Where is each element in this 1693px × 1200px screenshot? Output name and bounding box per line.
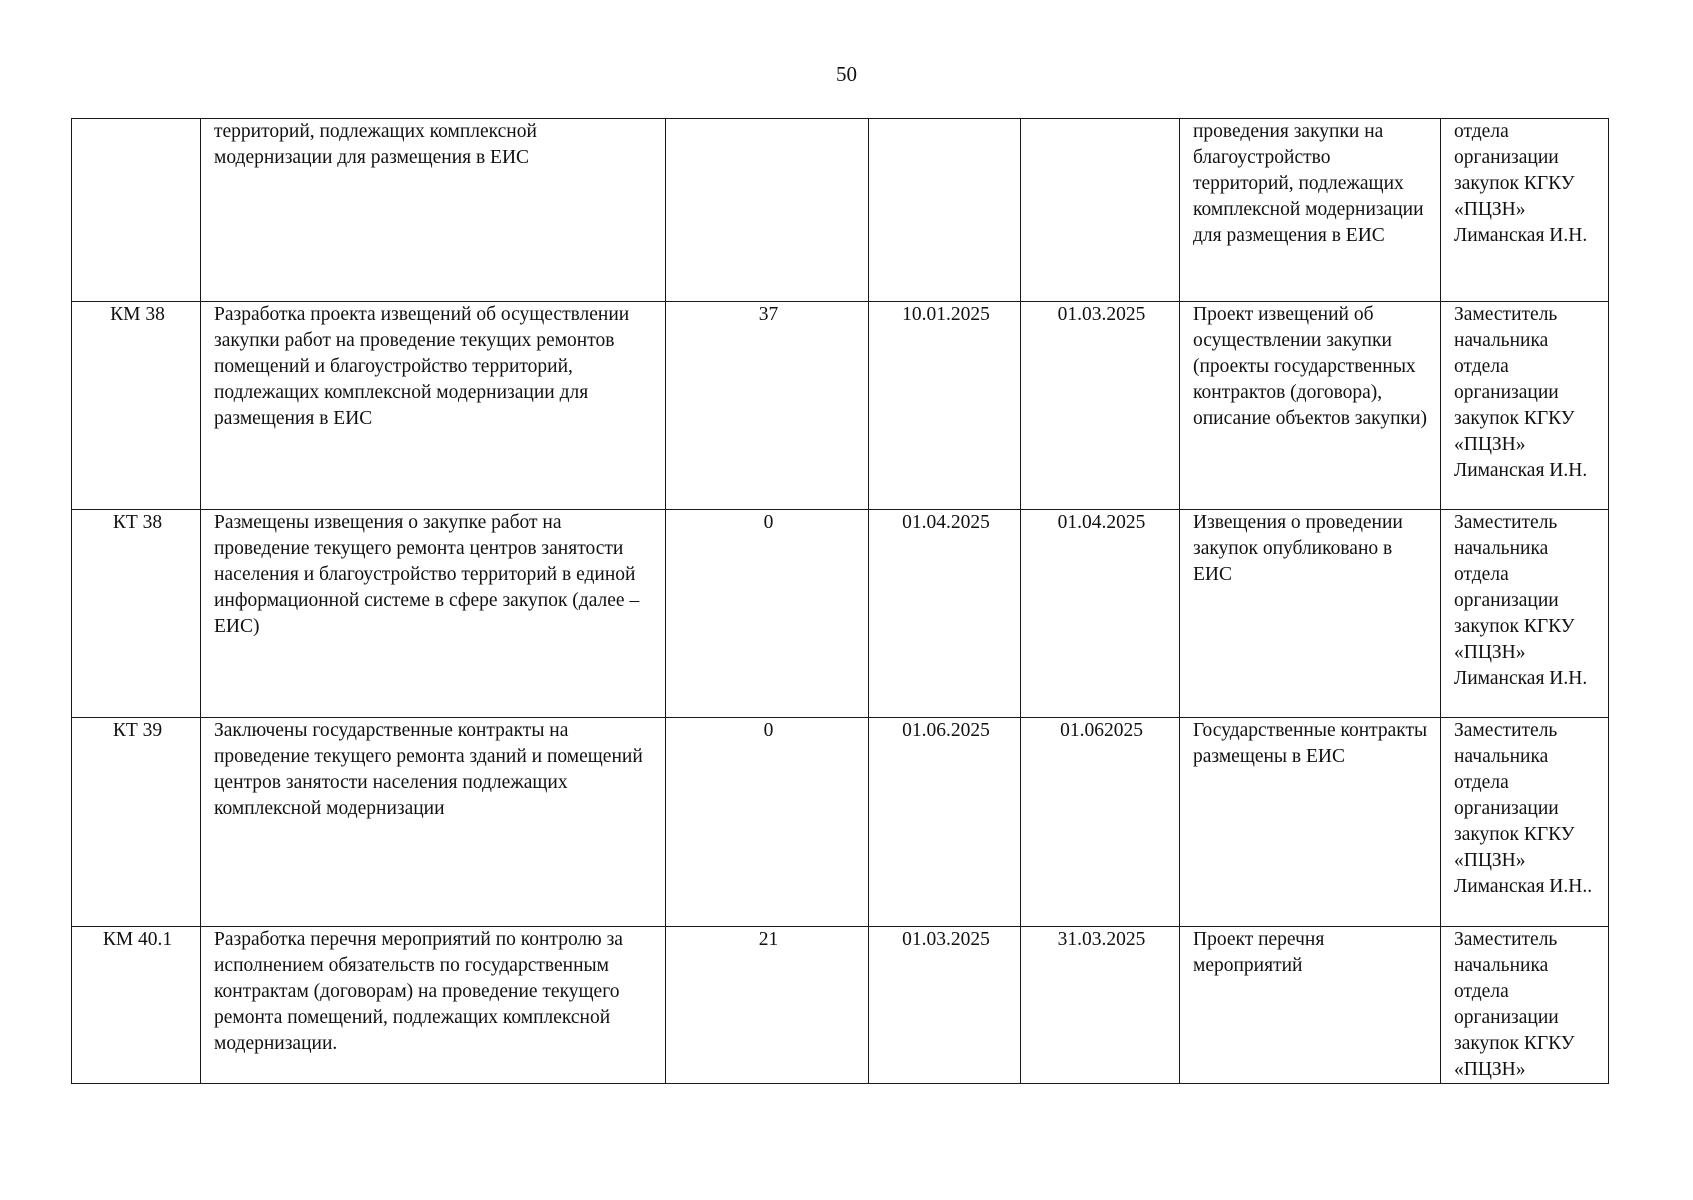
table-row: [72, 302, 1609, 510]
row-result: Проект извещений об осуществлении закупки (проекты государственных контрактов (договора), описание объектов закупки): [1180, 302, 1441, 510]
row-responsible: Заместитель начальника отдела организации закупок КГКУ «ПЦЗН» Лиманская И.Н..: [1441, 718, 1609, 927]
table-row: [72, 927, 1609, 1084]
row-start-date: [869, 119, 1021, 302]
row-responsible: отдела организации закупок КГКУ «ПЦЗН» Лиманская И.Н.: [1441, 119, 1609, 302]
row-result: Проект перечня мероприятий: [1180, 927, 1441, 1084]
row-result: Извещения о проведении закупок опубликовано в ЕИС: [1180, 510, 1441, 718]
row-end-date: [1021, 119, 1180, 302]
row-code: [72, 119, 201, 302]
row-code: КМ 38: [72, 302, 201, 510]
row-responsible: Заместитель начальника отдела организации закупок КГКУ «ПЦЗН»: [1441, 927, 1609, 1084]
row-duration: [666, 119, 869, 302]
row-result: проведения закупки на благоустройство территорий, подлежащих комплексной модернизации для размещения в ЕИС: [1180, 119, 1441, 302]
row-end-date: 31.03.2025: [1021, 927, 1180, 1084]
schedule-table: [71, 118, 1609, 1084]
row-start-date: 01.03.2025: [869, 927, 1021, 1084]
row-code: КТ 39: [72, 718, 201, 927]
table-row: [72, 718, 1609, 927]
row-start-date: 01.06.2025: [869, 718, 1021, 927]
row-duration: 37: [666, 302, 869, 510]
row-duration: 21: [666, 927, 869, 1084]
row-responsible: Заместитель начальника отдела организации закупок КГКУ «ПЦЗН» Лиманская И.Н.: [1441, 302, 1609, 510]
row-description: Разработка перечня мероприятий по контролю за исполнением обязательств по государственным контрактам (договорам) на проведение текущего ремонта помещений, подлежащих комплексной модернизации.: [201, 927, 666, 1084]
row-result: Государственные контракты размещены в ЕИС: [1180, 718, 1441, 927]
row-description: территорий, подлежащих комплексной модернизации для размещения в ЕИС: [201, 119, 666, 302]
table-row: [72, 510, 1609, 718]
table-row: [72, 119, 1609, 302]
row-duration: 0: [666, 718, 869, 927]
row-duration: 0: [666, 510, 869, 718]
row-start-date: 10.01.2025: [869, 302, 1021, 510]
row-code: КМ 40.1: [72, 927, 201, 1084]
row-description: Разработка проекта извещений об осуществлении закупки работ на проведение текущих ремонтов помещений и благоустройство территорий, подлежащих комплексной модернизации для размещения в ЕИС: [201, 302, 666, 510]
page-number: 50: [836, 62, 857, 86]
row-description: Размещены извещения о закупке работ на проведение текущего ремонта центров занятости населения и благоустройство территорий в единой информационной системе в сфере закупок (далее – ЕИС): [201, 510, 666, 718]
row-start-date: 01.04.2025: [869, 510, 1021, 718]
row-code: КТ 38: [72, 510, 201, 718]
row-end-date: 01.062025: [1021, 718, 1180, 927]
row-description: Заключены государственные контракты на проведение текущего ремонта зданий и помещений центров занятости населения подлежащих комплексной модернизации: [201, 718, 666, 927]
row-end-date: 01.03.2025: [1021, 302, 1180, 510]
row-responsible: Заместитель начальника отдела организации закупок КГКУ «ПЦЗН» Лиманская И.Н.: [1441, 510, 1609, 718]
row-end-date: 01.04.2025: [1021, 510, 1180, 718]
